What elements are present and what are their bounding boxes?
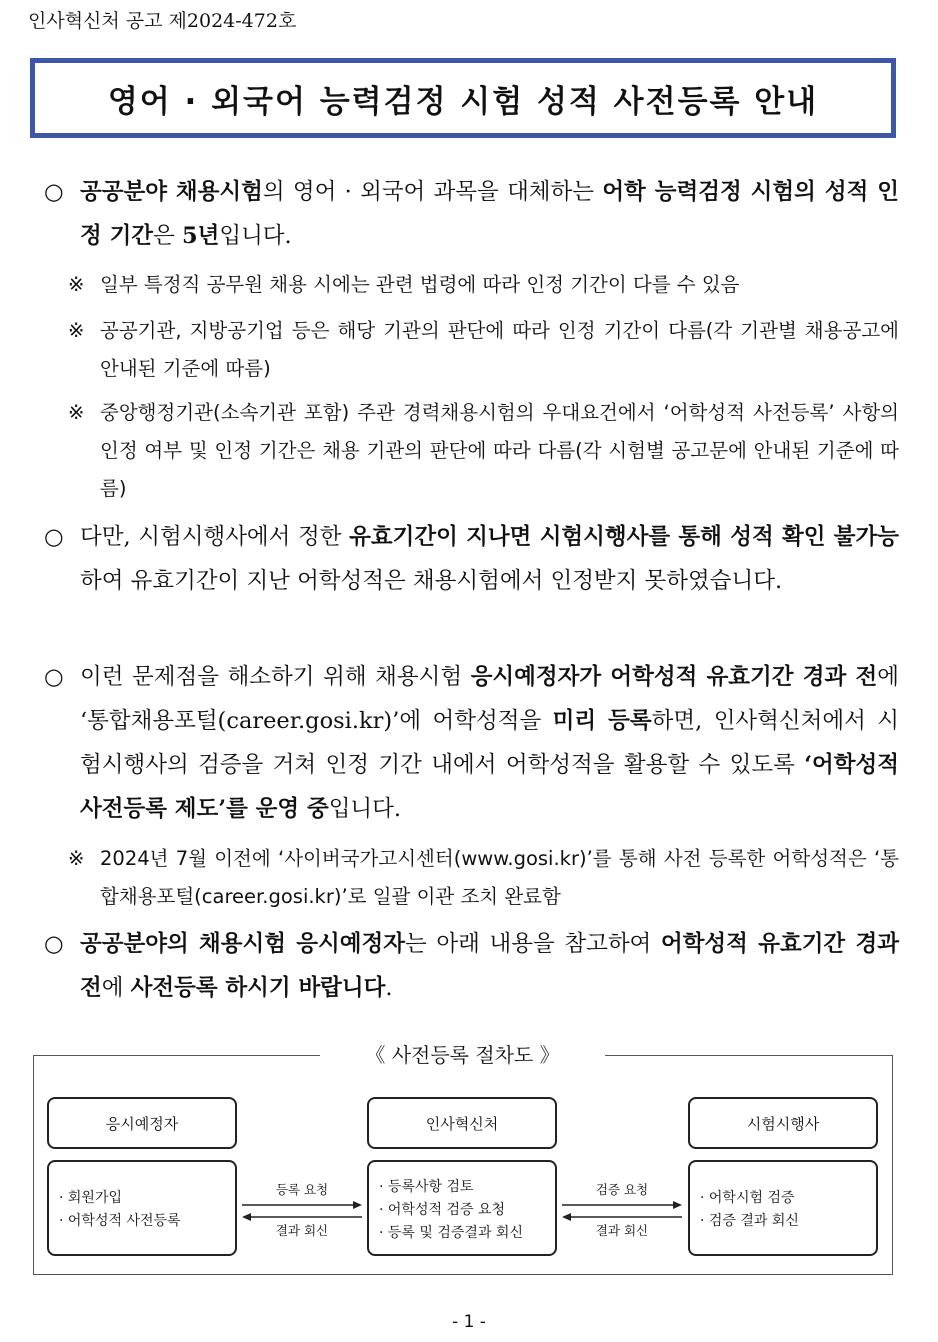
flow-item: · 어학성적 사전등록 — [59, 1213, 181, 1229]
paragraph-1 — [44, 170, 899, 258]
emphasis: 어학 능력검정 시험의 성적 인정 기간 — [80, 179, 900, 249]
emphasis: 사전등록 하시기 바랍니다 — [130, 975, 386, 1001]
reference-mark: ※ — [68, 401, 85, 424]
reference-mark: ※ — [68, 319, 85, 342]
flow-box-test-provider — [688, 1160, 878, 1256]
paragraph-1-text: 공공분야 채용시험의 영어 · 외국어 과목을 대체하는 어학 능력검정 시험의 성적 인정 기간은 5년입니다. — [80, 179, 900, 249]
flow-box-ministry — [367, 1160, 557, 1256]
paragraph-2 — [44, 515, 899, 603]
notice-number: 인사혁신처 공고 제2024-472호 — [28, 10, 297, 32]
arrow-label-reply: 결과 회신 — [275, 1223, 329, 1238]
flow-arrows-1 — [238, 1160, 366, 1256]
paragraph-3 — [44, 655, 899, 831]
flow-header-applicant: 응시예정자 — [47, 1097, 237, 1149]
note-4: ※ 2024년 7월 이전에 ‘사이버국가고시센터(www.gosi.kr)’를 통해 사전 등록한 어학성적은 ‘통합채용포털(career.gosi.kr)’로 일괄 이관 조치 완료함 — [68, 840, 899, 916]
flow-header-test-provider: 시험시행사 — [688, 1097, 878, 1149]
flow-header-ministry: 인사혁신처 — [367, 1097, 557, 1149]
arrow-label-request: 검증 요청 — [595, 1182, 649, 1197]
flow-diagram-title: 《 사전등록 절차도 》 — [320, 1040, 605, 1070]
page-title: 영어 · 외국어 능력검정 시험 성적 사전등록 안내 — [30, 58, 896, 138]
flow-item: · 등록 및 검증결과 회신 — [379, 1225, 523, 1241]
flow-box-applicant — [47, 1160, 237, 1256]
note-1: ※ 일부 특정직 공무원 채용 시에는 관련 법령에 따라 인정 기간이 다를 수 있음 — [68, 266, 899, 304]
page-number: - 1 - — [452, 1312, 486, 1332]
emphasis: 어학성적 유효기간 경과 전 — [80, 931, 899, 1001]
emphasis: 미리 등록 — [552, 708, 652, 734]
paragraph-3-text: 이런 문제점을 해소하기 위해 채용시험 응시예정자가 어학성적 유효기간 경과 전에 ‘통합채용포털(career.gosi.kr)’에 어학성적을 미리 등록하면, 인사혁신처에서 시험시행사의 검증을 거쳐 인정 기간 내에서 어학성적을 활용할 수 있도록 ‘어학성적 사전등록 제도’를 운영 중입니다. — [80, 664, 900, 822]
flow-item: · 어학시험 검증 — [700, 1190, 795, 1206]
emphasis: ‘어학성적 사전등록 제도’를 운영 중 — [80, 752, 899, 822]
emphasis: 유효기간이 지나면 시험시행사를 통해 성적 확인 불가능 — [349, 524, 900, 550]
note-3: ※ 중앙행정기관(소속기관 포함) 주관 경력채용시험의 우대요건에서 ‘어학성적 사전등록’ 사항의 인정 여부 및 인정 기간은 채용 기관의 판단에 따라 다름(각 시험별 공고문에 안내된 기준에 따름) — [68, 394, 899, 508]
flow-item: · 검증 결과 회신 — [700, 1213, 799, 1229]
paragraph-2-text: 다만, 시험시행사에서 정한 유효기간이 지나면 시험시행사를 통해 성적 확인 불가능하여 유효기간이 지난 어학성적은 채용시험에서 인정받지 못하였습니다. — [80, 524, 900, 594]
flow-item: · 등록사항 검토 — [379, 1179, 474, 1195]
emphasis: 5년 — [181, 223, 220, 249]
reference-mark: ※ — [68, 847, 85, 870]
note-2: ※ 공공기관, 지방공기업 등은 해당 기관의 판단에 따라 인정 기간이 다름(각 기관별 채용공고에 안내된 기준에 따름) — [68, 312, 899, 388]
emphasis: 공공분야 채용시험 — [80, 179, 263, 205]
arrow-right-icon — [558, 1200, 686, 1210]
flow-item: · 어학성적 검증 요청 — [379, 1202, 505, 1218]
emphasis: 응시예정자가 어학성적 유효기간 경과 전 — [470, 664, 878, 690]
flow-arrows-2 — [558, 1160, 686, 1256]
paragraph-4-text: 공공분야의 채용시험 응시예정자는 아래 내용을 참고하여 어학성적 유효기간 경과 전에 사전등록 하시기 바랍니다. — [80, 931, 899, 1001]
reference-mark: ※ — [68, 273, 85, 296]
bullet-circle: ○ — [44, 931, 64, 957]
paragraph-4 — [44, 922, 899, 1010]
arrow-label-reply: 결과 회신 — [595, 1223, 649, 1238]
flow-item: · 회원가입 — [59, 1190, 122, 1206]
emphasis: 공공분야의 채용시험 응시예정자 — [80, 931, 405, 957]
bullet-circle: ○ — [44, 179, 64, 205]
arrow-right-icon — [238, 1200, 366, 1210]
bullet-circle: ○ — [44, 664, 64, 690]
arrow-label-request: 등록 요청 — [275, 1182, 329, 1197]
bullet-circle: ○ — [44, 524, 64, 550]
